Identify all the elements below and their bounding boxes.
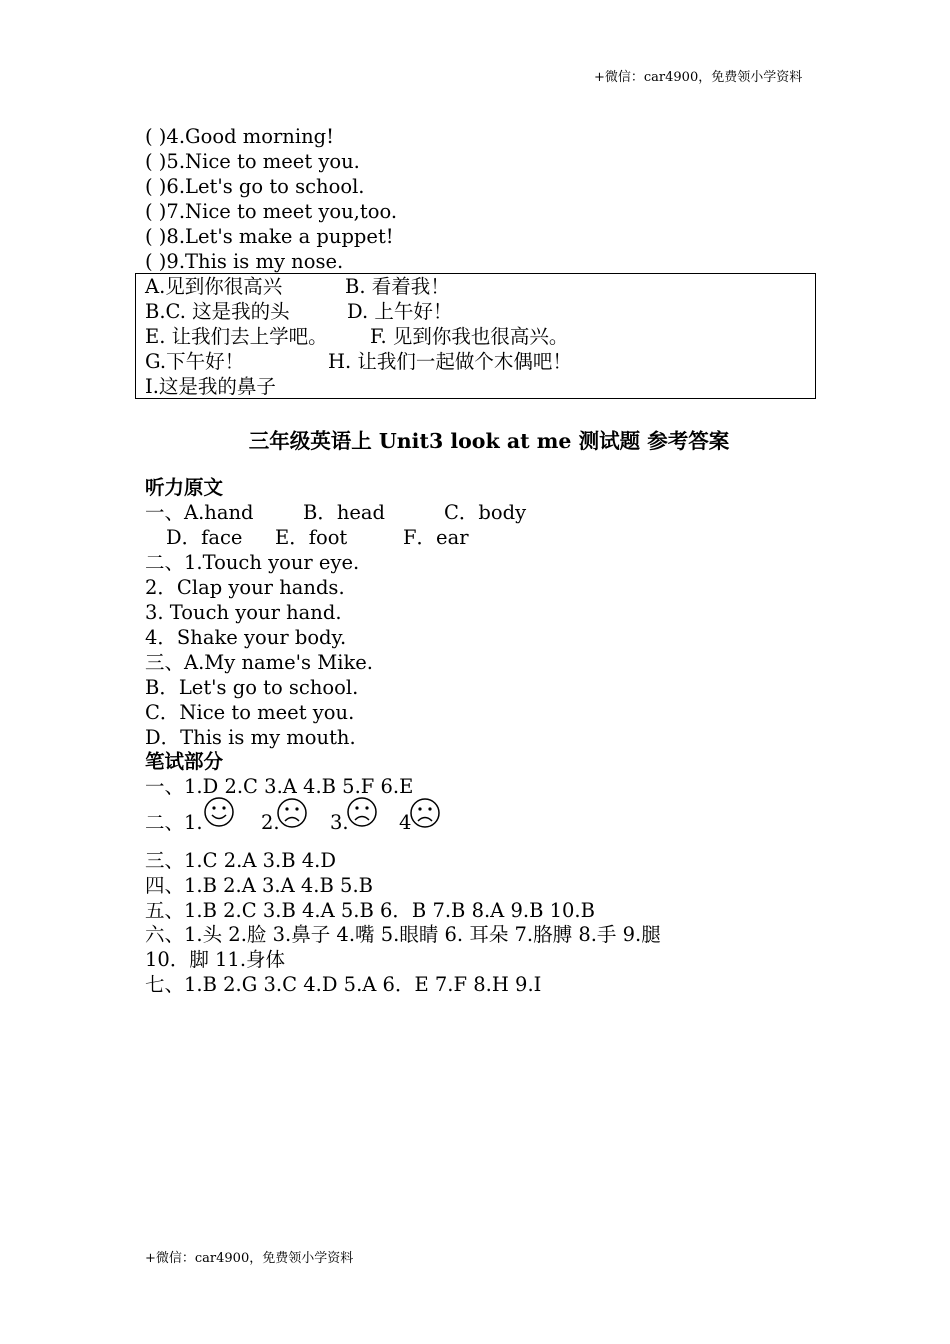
listening-1-b: B．head <box>303 501 386 524</box>
question-7: ( )7.Nice to meet you,too. <box>145 200 398 223</box>
listening-2-4: 4．Shake your body. <box>145 626 347 649</box>
written-answers-7: 七、1.B 2.G 3.C 4.D 5.A 6．E 7.F 8.H 9.I <box>145 973 542 996</box>
written-answers-6: 六、1.头 2.脸 3.鼻子 4.嘴 5.眼睛 6. 耳朵 7.胳膊 8.手 9.腿 <box>145 923 661 946</box>
option-a: A.见到你很高兴 <box>145 275 283 298</box>
frown-icon <box>276 797 308 829</box>
answer-2-4-label: 4 <box>399 811 412 834</box>
footer-note: +微信：car4900，免费领小学资料 <box>145 1251 354 1266</box>
listening-3-c: C．Nice to meet you. <box>145 701 355 724</box>
answer-2-3-label: 3. <box>330 811 349 834</box>
option-d: D. 上午好！ <box>347 300 453 323</box>
listening-2-1: 二、1.Touch your eye. <box>145 551 360 574</box>
frown-icon <box>409 797 441 829</box>
written-heading: 笔试部分 <box>145 750 224 773</box>
listening-3-b: B．Let's go to school. <box>145 676 359 699</box>
written-answers-6b: 10．脚 11.身体 <box>145 948 286 971</box>
question-9: ( )9.This is my nose. <box>145 250 344 273</box>
written-answers-5: 五、1.B 2.C 3.B 4.A 5.B 6．B 7.B 8.A 9.B 10.B <box>145 899 595 922</box>
options-box <box>135 273 816 399</box>
smile-icon <box>203 796 235 828</box>
option-h: H. 让我们一起做个木偶吧！ <box>328 350 572 373</box>
listening-2-2: 2．Clap your hands. <box>145 576 345 599</box>
frown-icon <box>346 796 378 828</box>
option-b: B. 看着我！ <box>345 275 450 298</box>
listening-2-3: 3. Touch your hand. <box>145 601 342 624</box>
question-8: ( )8.Let's make a puppet! <box>145 225 394 248</box>
listening-1-c: C．body <box>444 501 527 524</box>
listening-1-f: F．ear <box>403 526 469 549</box>
listening-3-d: D．This is my mouth. <box>145 726 356 749</box>
answer-2-1-label: 二、1. <box>145 811 203 834</box>
written-answers-3: 三、1.C 2.A 3.B 4.D <box>145 849 336 872</box>
question-4: ( )4.Good morning! <box>145 125 334 148</box>
listening-heading: 听力原文 <box>145 476 224 499</box>
header-note: +微信：car4900，免费领小学资料 <box>594 70 803 85</box>
option-c: B.C. 这是我的头 <box>145 300 290 323</box>
option-g: G.下午好！ <box>145 350 245 373</box>
written-answers-4: 四、1.B 2.A 3.A 4.B 5.B <box>145 874 373 897</box>
listening-1-a: 一、A.hand <box>145 501 254 524</box>
question-6: ( )6.Let's go to school. <box>145 175 365 198</box>
option-i: I.这是我的鼻子 <box>145 375 276 398</box>
answer-2-2-label: 2. <box>261 811 280 834</box>
listening-1-e: E．foot <box>275 526 348 549</box>
option-e: E. 让我们去上学吧。 <box>145 325 328 348</box>
option-f: F. 见到你我也很高兴。 <box>370 325 569 348</box>
written-answers-1: 一、1.D 2.C 3.A 4.B 5.F 6.E <box>145 775 414 798</box>
listening-1-d: D．face <box>166 526 243 549</box>
question-5: ( )5.Nice to meet you. <box>145 150 360 173</box>
listening-3-a: 三、A.My name's Mike. <box>145 651 374 674</box>
answer-title: 三年级英语上 Unit3 look at me 测试题 参考答案 <box>248 429 730 453</box>
